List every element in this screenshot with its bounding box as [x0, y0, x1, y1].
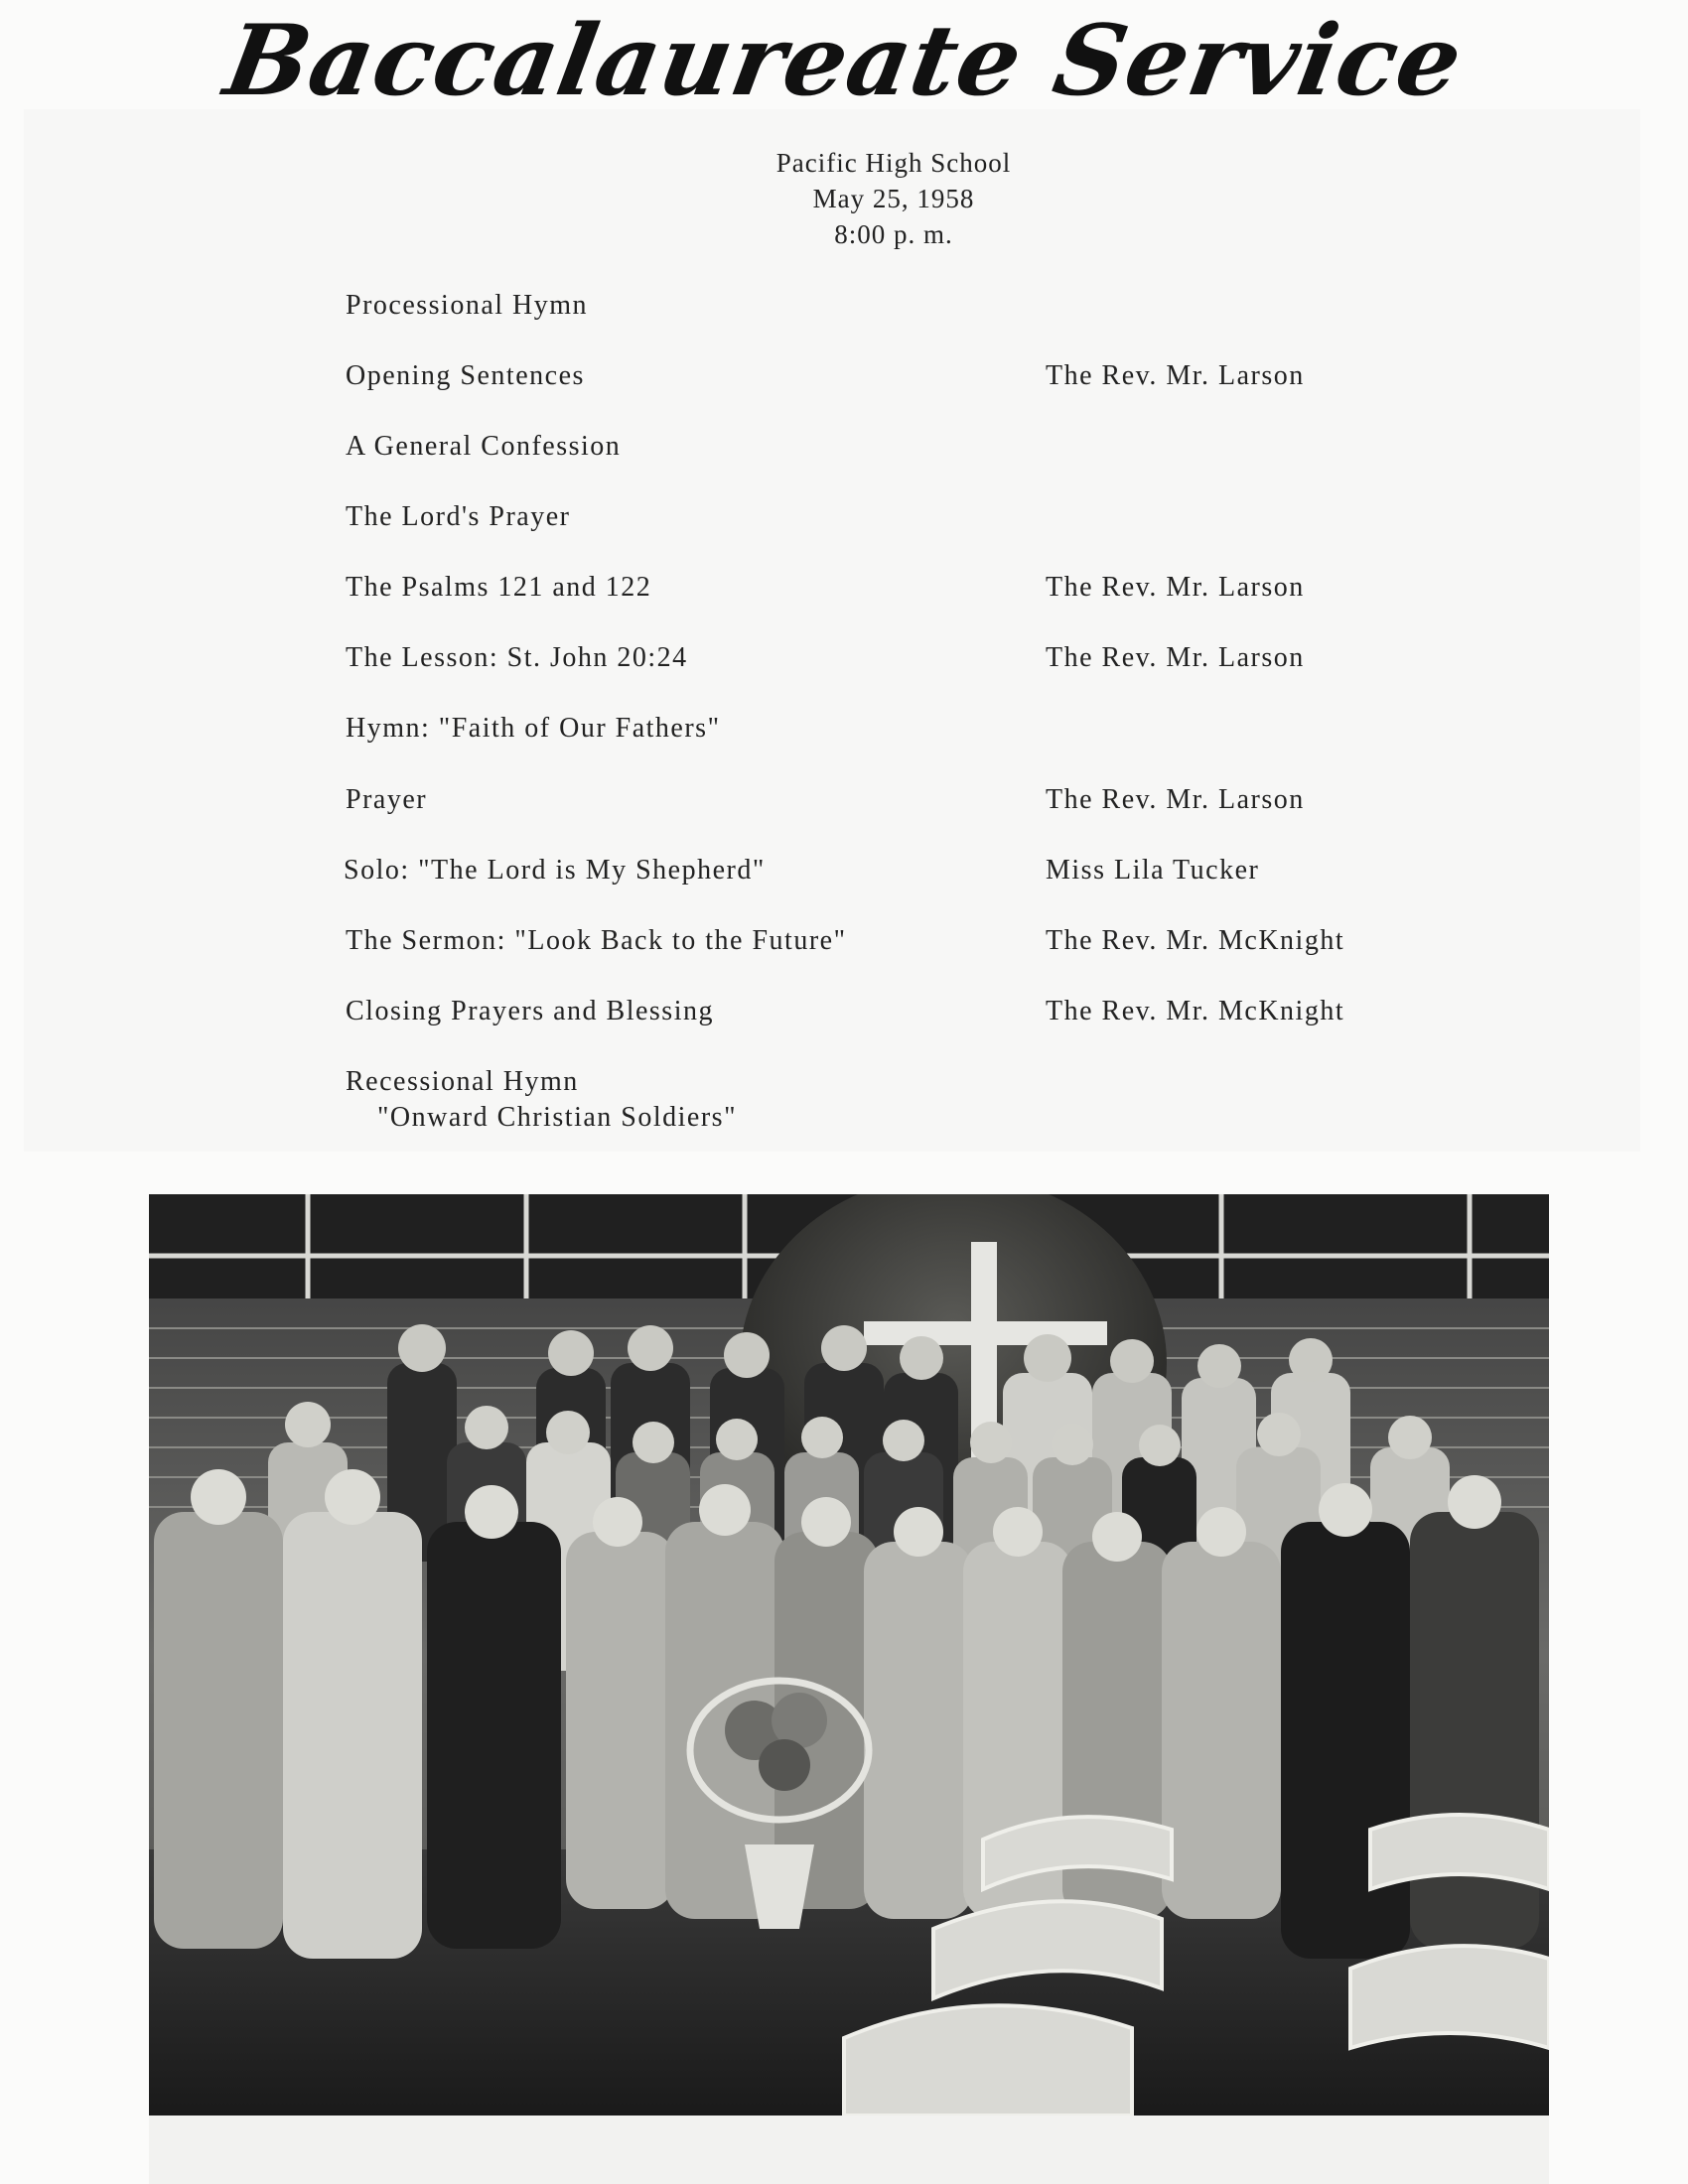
program-item-title: Solo: "The Lord is My Shepherd"	[344, 855, 766, 886]
program-item-title: The Psalms 121 and 122	[346, 572, 652, 603]
program-item-leader: The Rev. Mr. McKnight	[1046, 925, 1345, 956]
page-title: Baccalaureate Service	[216, 4, 1472, 118]
program-item-title: Opening Sentences	[346, 360, 585, 391]
program-item-title: The Lord's Prayer	[346, 501, 571, 532]
program-item	[0, 996, 1688, 1035]
program-item-title: The Lesson: St. John 20:24	[346, 642, 688, 673]
program-item	[0, 713, 1688, 752]
program-item	[0, 925, 1688, 965]
class-group-photo	[149, 1194, 1549, 2116]
program-item-title: Prayer	[346, 784, 428, 815]
program-item	[0, 572, 1688, 612]
program-item-leader: Miss Lila Tucker	[1046, 855, 1260, 886]
program-item-title: The Sermon: "Look Back to the Future"	[346, 925, 847, 956]
program-item-title: Hymn: "Faith of Our Fathers"	[346, 713, 721, 744]
program-item-leader: The Rev. Mr. Larson	[1046, 360, 1305, 391]
program-item-title: Processional Hymn	[346, 290, 589, 321]
program-item-subtitle: "Onward Christian Soldiers"	[377, 1102, 737, 1133]
program-item	[0, 1066, 1688, 1146]
program-item-leader: The Rev. Mr. Larson	[1046, 784, 1305, 815]
program-item-title: Recessional Hymn	[346, 1066, 579, 1097]
program-item-leader: The Rev. Mr. Larson	[1046, 572, 1305, 603]
service-time: 8:00 p. m.	[834, 219, 953, 249]
bottom-margin	[149, 2116, 1549, 2184]
school-name: Pacific High School	[775, 148, 1012, 178]
program-item	[0, 501, 1688, 541]
program-item	[0, 290, 1688, 330]
service-date: May 25, 1958	[812, 184, 975, 213]
program-item-leader: The Rev. Mr. Larson	[1046, 642, 1305, 673]
program-item	[0, 855, 1688, 894]
program-item	[0, 431, 1688, 471]
program-item	[0, 642, 1688, 682]
program-item-leader: The Rev. Mr. McKnight	[1046, 996, 1345, 1026]
program-item-title: A General Confession	[346, 431, 622, 462]
program-item	[0, 360, 1688, 400]
program-item	[0, 784, 1688, 824]
program-item-title: Closing Prayers and Blessing	[346, 996, 714, 1026]
